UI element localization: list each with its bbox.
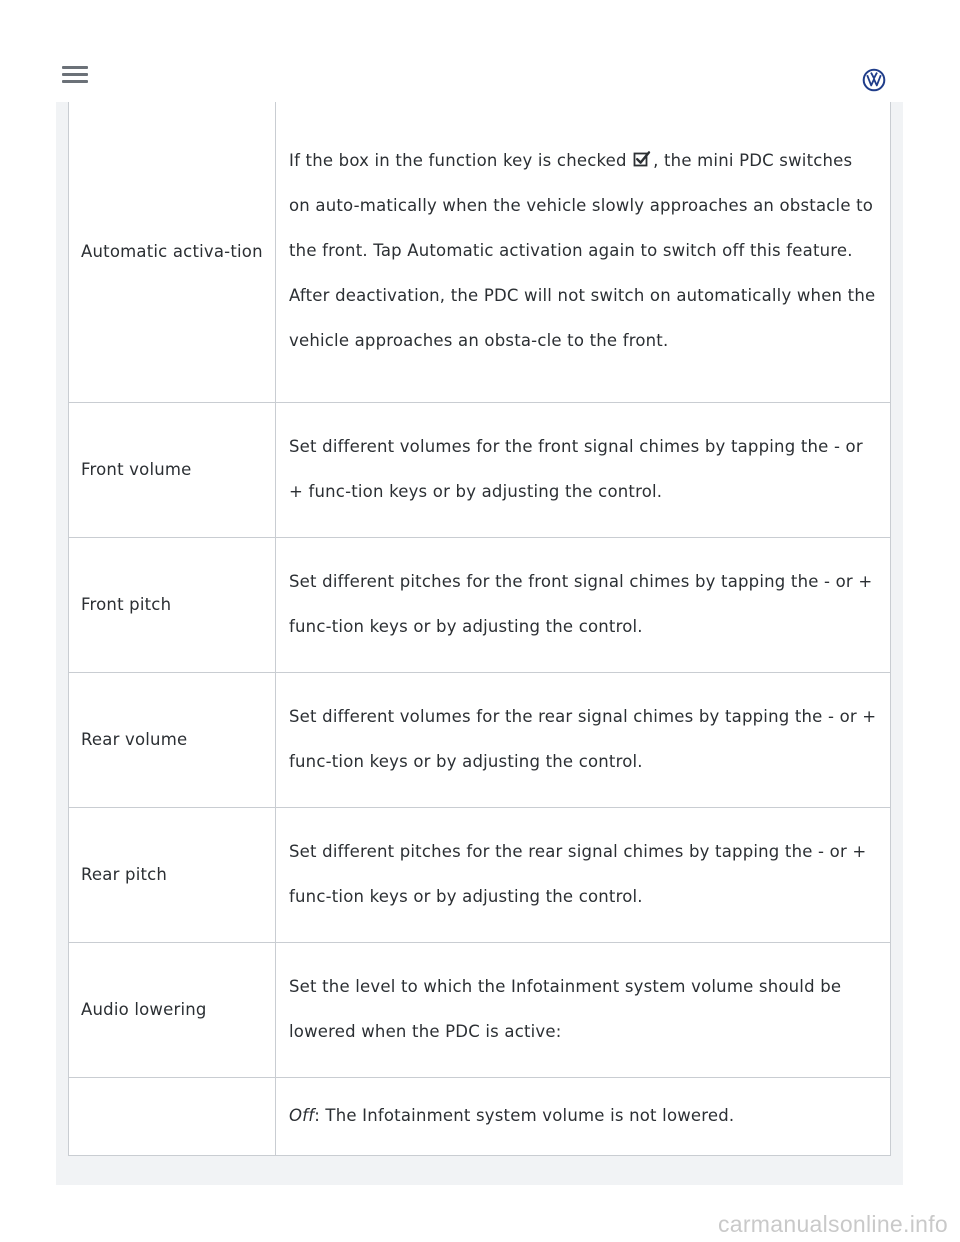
row-label: Audio lowering: [69, 942, 276, 1077]
settings-table: [68, 102, 891, 1156]
checked-box-icon: [633, 150, 651, 168]
table-row: [69, 807, 891, 942]
option-term: Off: [289, 1105, 315, 1125]
watermark: carmanualsonline.info: [717, 1211, 948, 1237]
row-label: Front volume: [69, 402, 276, 537]
row-description: Set different volumes for the front signal chimes by tapping the - or + func-tion keys or by adjusting the control.: [276, 402, 891, 537]
top-bar: [0, 0, 960, 100]
row-description: Set the level to which the Infotainment system volume should be lowered when the PDC is active:: [276, 942, 891, 1077]
table-row: [69, 537, 891, 672]
table-row: [69, 942, 891, 1077]
row-description: Set different volumes for the rear signal chimes by tapping the - or + func-tion keys or by adjusting the control.: [276, 672, 891, 807]
row-label: Automatic activa-tion: [69, 102, 276, 402]
row-description: [276, 102, 891, 402]
content-panel: [56, 102, 903, 1185]
description-text: , the mini PDC switches on auto-matically when the vehicle slowly approaches an obstacle to the front. Tap Automatic activation again to switch off this feature. After deactivation, the PDC will not switch on automatically when the vehicle approaches an obsta-cle to the front.: [289, 151, 876, 351]
row-description: Set different pitches for the front signal chimes by tapping the - or + func-tion keys or by adjusting the control.: [276, 537, 891, 672]
row-description: Set different pitches for the rear signal chimes by tapping the - or + func-tion keys or by adjusting the control.: [276, 807, 891, 942]
table-row: [69, 1077, 891, 1155]
description-text: If the box in the function key is checked: [289, 151, 627, 171]
row-label: Rear pitch: [69, 807, 276, 942]
row-label: [69, 1077, 276, 1155]
description-text: : The Infotainment system volume is not lowered.: [314, 1105, 735, 1125]
table-row: [69, 102, 891, 402]
row-label: Rear volume: [69, 672, 276, 807]
hamburger-menu-icon[interactable]: [62, 66, 88, 90]
row-description: [276, 1077, 891, 1155]
table-row: [69, 672, 891, 807]
table-row: [69, 402, 891, 537]
row-label: Front pitch: [69, 537, 276, 672]
vw-logo-icon[interactable]: [862, 68, 886, 92]
